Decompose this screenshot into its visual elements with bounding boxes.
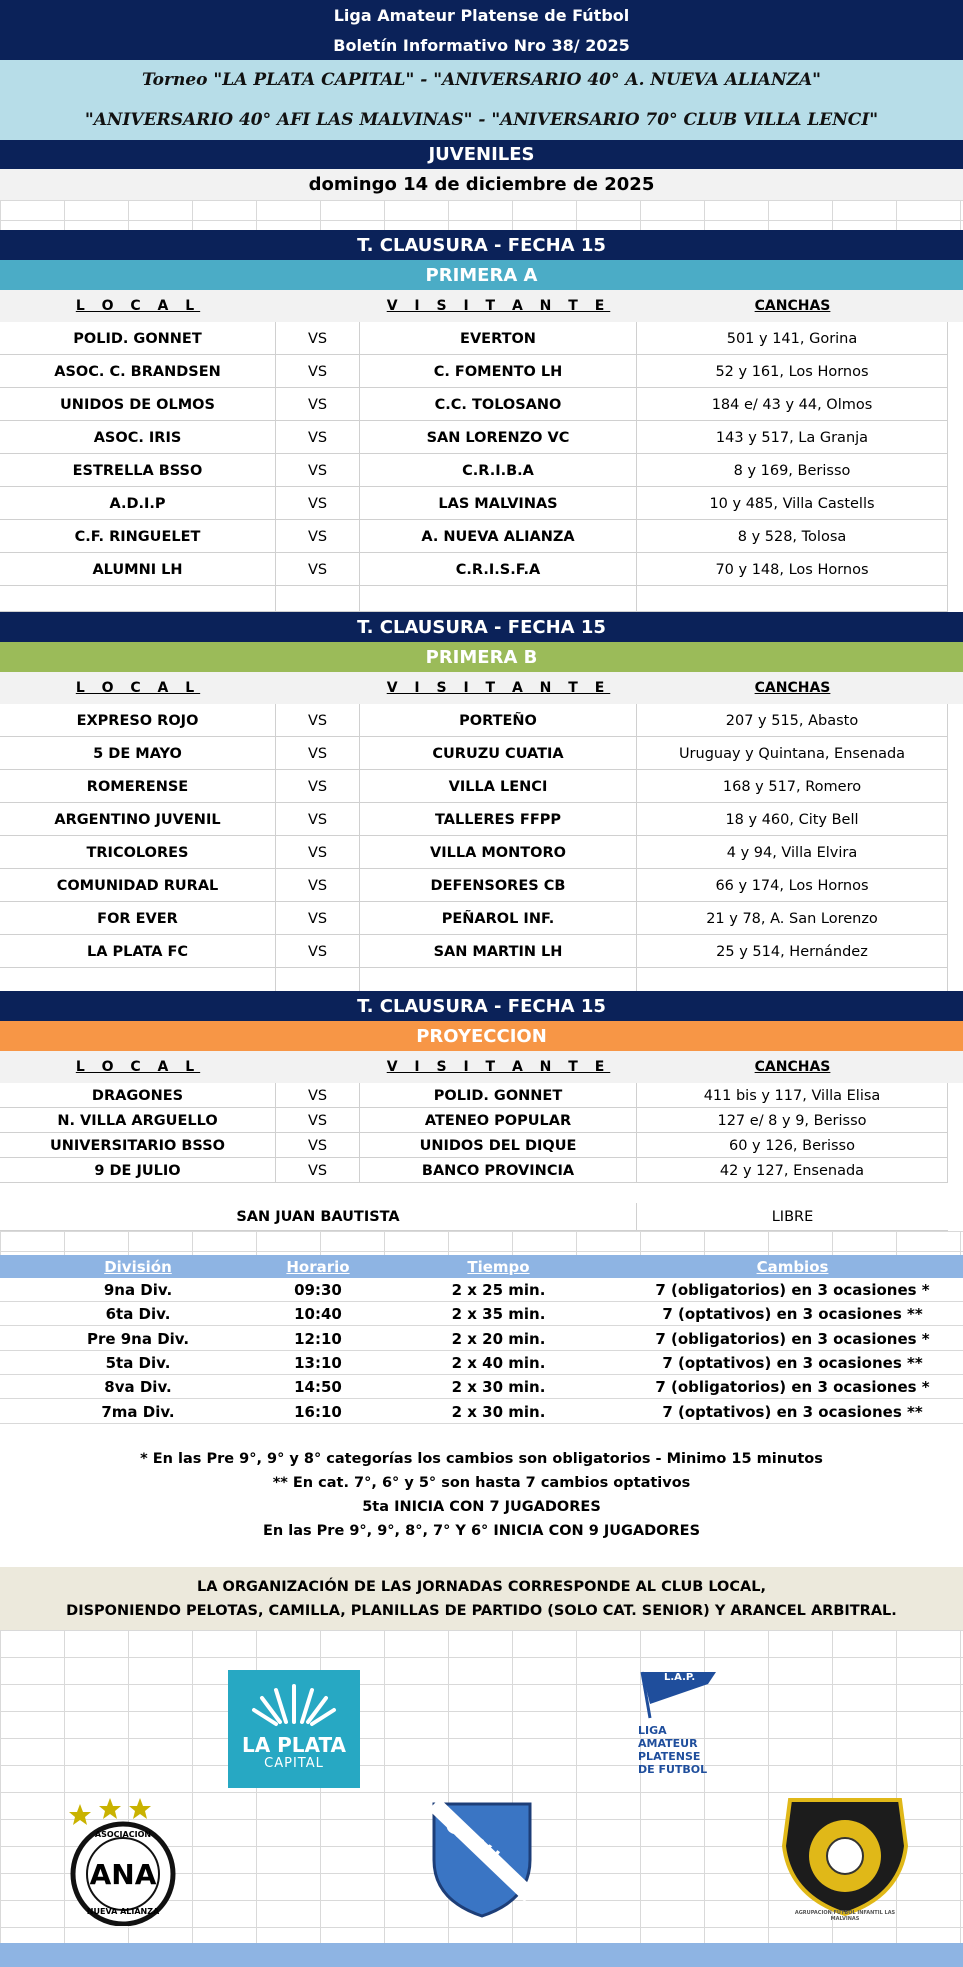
field-location: 143 y 517, La Granja	[637, 421, 948, 454]
division-title-primera-a: PRIMERA A	[0, 260, 963, 290]
col-canchas: CANCHAS	[754, 680, 831, 696]
lap-flag-text: L.A.P.	[664, 1672, 696, 1683]
field-location: 8 y 528, Tolosa	[637, 520, 948, 553]
schedule-changes: 7 (obligatorios) en 3 ocasiones *	[655, 1329, 930, 1348]
schedule-duration: 2 x 30 min.	[451, 1378, 546, 1397]
bye-row	[0, 1203, 948, 1231]
field-location: 4 y 94, Villa Elvira	[637, 836, 948, 869]
schedule-col-cambios: Cambios	[756, 1257, 829, 1276]
away-team: CURUZU CUATIA	[360, 737, 637, 770]
versus-label: VS	[276, 1133, 360, 1158]
schedule-duration: 2 x 40 min.	[451, 1353, 546, 1372]
empty-cell	[360, 586, 637, 612]
schedule-division: Pre 9na Div.	[86, 1329, 190, 1348]
home-team: ROMERENSE	[0, 770, 276, 803]
category-title: JUVENILES	[0, 140, 963, 169]
schedule-duration: 2 x 20 min.	[451, 1329, 546, 1348]
division-title-proyeccion: PROYECCION	[0, 1021, 963, 1051]
nueva-alianza-logo	[60, 1796, 186, 1926]
match-row	[0, 1133, 948, 1158]
lap-line: AMATEUR	[638, 1737, 698, 1750]
versus-label: VS	[276, 1108, 360, 1133]
schedule-time: 10:40	[294, 1305, 342, 1324]
field-location: 501 y 141, Gorina	[637, 322, 948, 355]
schedule-col-division: División	[104, 1257, 172, 1276]
match-row	[0, 355, 948, 388]
match-date: domingo 14 de diciembre de 2025	[0, 169, 963, 200]
schedule-division: 6ta Div.	[105, 1305, 171, 1324]
column-header-a	[0, 290, 963, 322]
schedule-header	[0, 1255, 963, 1278]
match-row	[0, 520, 948, 553]
tournament-banner	[0, 60, 963, 140]
schedule-changes: 7 (optativos) en 3 ocasiones **	[662, 1353, 923, 1372]
versus-label: VS	[276, 902, 360, 935]
ana-top-text: ASOCIACION	[94, 1830, 152, 1839]
versus-label: VS	[276, 803, 360, 836]
col-local: L O C A L	[75, 298, 201, 314]
home-team: C.F. RINGUELET	[0, 520, 276, 553]
schedule-division: 5ta Div.	[105, 1353, 171, 1372]
note-line: ** En cat. 7°, 6° y 5° son hasta 7 cambios optativos	[272, 1475, 691, 1491]
field-location: 8 y 169, Berisso	[637, 454, 948, 487]
las-malvinas-logo	[780, 1796, 910, 1922]
field-location: 184 e/ 43 y 44, Olmos	[637, 388, 948, 421]
schedule-time: 09:30	[294, 1281, 342, 1299]
home-team: LA PLATA FC	[0, 935, 276, 968]
match-row	[0, 836, 948, 869]
fecha-title-a: T. CLAUSURA - FECHA 15	[0, 230, 963, 260]
note-line: En las Pre 9°, 9°, 8°, 7° Y 6° INICIA CON 9 JUGADORES	[262, 1523, 701, 1539]
field-location: 52 y 161, Los Hornos	[637, 355, 948, 388]
field-location: 42 y 127, Ensenada	[637, 1158, 948, 1183]
home-team: UNIDOS DE OLMOS	[0, 388, 276, 421]
field-location: 25 y 514, Hernández	[637, 935, 948, 968]
empty-cell	[276, 586, 360, 612]
note-line: 5ta INICIA CON 7 JUGADORES	[362, 1499, 601, 1515]
versus-label: VS	[276, 737, 360, 770]
field-location: 21 y 78, A. San Lorenzo	[637, 902, 948, 935]
column-header-b	[0, 672, 963, 704]
column-header-proyeccion	[0, 1051, 963, 1083]
away-team: POLID. GONNET	[360, 1083, 637, 1108]
away-team: UNIDOS DEL DIQUE	[360, 1133, 637, 1158]
match-row	[0, 421, 948, 454]
field-location: 127 e/ 8 y 9, Berisso	[637, 1108, 948, 1133]
away-team: TALLERES FFPP	[360, 803, 637, 836]
schedule-changes: 7 (obligatorios) en 3 ocasiones *	[655, 1281, 930, 1299]
away-team: EVERTON	[360, 322, 637, 355]
lap-line: DE FUTBOL	[638, 1763, 708, 1776]
versus-label: VS	[276, 770, 360, 803]
away-team: PEÑAROL INF.	[360, 902, 637, 935]
field-location: 66 y 174, Los Hornos	[637, 869, 948, 902]
versus-label: VS	[276, 553, 360, 586]
field-location: 10 y 485, Villa Castells	[637, 487, 948, 520]
home-team: EXPRESO ROJO	[0, 704, 276, 737]
match-row	[0, 935, 948, 968]
versus-label: VS	[276, 355, 360, 388]
home-team: ARGENTINO JUVENIL	[0, 803, 276, 836]
schedule-division: 9na Div.	[103, 1281, 173, 1299]
schedule-row	[0, 1327, 963, 1351]
ana-bottom-text: NUEVA ALIANZA	[86, 1907, 160, 1916]
schedule-row	[0, 1278, 963, 1302]
field-location: Uruguay y Quintana, Ensenada	[637, 737, 948, 770]
field-location: 207 y 515, Abasto	[637, 704, 948, 737]
col-canchas: CANCHAS	[754, 298, 831, 314]
home-team: COMUNIDAD RURAL	[0, 869, 276, 902]
empty-row	[0, 586, 948, 612]
match-row	[0, 770, 948, 803]
versus-label: VS	[276, 1083, 360, 1108]
lap-line: PLATENSE	[638, 1750, 701, 1763]
home-team: 9 DE JULIO	[0, 1158, 276, 1183]
versus-label: VS	[276, 704, 360, 737]
bye-status: LIBRE	[771, 1209, 814, 1225]
away-team: PORTEÑO	[360, 704, 637, 737]
rules-notes	[0, 1447, 963, 1543]
empty-cell	[0, 586, 276, 612]
match-row	[0, 487, 948, 520]
match-row	[0, 322, 948, 355]
col-local: L O C A L	[75, 1059, 201, 1075]
away-team: SAN LORENZO VC	[360, 421, 637, 454]
versus-label: VS	[276, 520, 360, 553]
match-row	[0, 388, 948, 421]
away-team: C.C. TOLOSANO	[360, 388, 637, 421]
schedule-time: 16:10	[294, 1402, 342, 1421]
cfvl-logo	[430, 1800, 534, 1920]
col-visitante: V I S I T A N T E	[386, 680, 611, 696]
schedule-duration: 2 x 25 min.	[451, 1281, 546, 1299]
schedule-changes: 7 (obligatorios) en 3 ocasiones *	[655, 1378, 930, 1397]
col-visitante: V I S I T A N T E	[386, 1059, 611, 1075]
cfvl-text: C.F.V.L.	[440, 1814, 513, 1875]
malvinas-shield-icon	[780, 1796, 910, 1918]
versus-label: VS	[276, 322, 360, 355]
home-team: FOR EVER	[0, 902, 276, 935]
field-location: 70 y 148, Los Hornos	[637, 553, 948, 586]
sun-rays-icon	[228, 1670, 360, 1730]
la-plata-logo-line1: LA PLATA	[241, 1733, 347, 1757]
home-team: ALUMNI LH	[0, 553, 276, 586]
spacer-grid	[0, 1231, 963, 1255]
malvinas-text: AGRUPACION FUTBOL INFANTIL LAS MALVINAS	[794, 1910, 896, 1922]
note-line: * En las Pre 9°, 9° y 8° categorías los cambios son obligatorios - Minimo 15 minutos	[140, 1451, 823, 1467]
league-title: Liga Amateur Platense de Fútbol	[0, 0, 963, 30]
schedule-division: 7ma Div.	[101, 1402, 175, 1421]
home-team: UNIVERSITARIO BSSO	[0, 1133, 276, 1158]
schedule-row	[0, 1351, 963, 1375]
tournament-line-2: "ANIVERSARIO 40° AFI LAS MALVINAS" - "ANIVERSARIO 70° CLUB VILLA LENCI"	[84, 110, 879, 130]
col-visitante: V I S I T A N T E	[386, 298, 611, 314]
home-team: A.D.I.P	[0, 487, 276, 520]
away-team: ATENEO POPULAR	[360, 1108, 637, 1133]
field-location: 18 y 460, City Bell	[637, 803, 948, 836]
match-row	[0, 869, 948, 902]
match-row	[0, 553, 948, 586]
lap-line: LIGA	[638, 1724, 667, 1737]
la-plata-logo-line2: CAPITAL	[264, 1756, 324, 1771]
schedule-duration: 2 x 30 min.	[451, 1402, 546, 1421]
home-team: TRICOLORES	[0, 836, 276, 869]
away-team: VILLA MONTORO	[360, 836, 637, 869]
versus-label: VS	[276, 421, 360, 454]
match-row	[0, 454, 948, 487]
match-row	[0, 902, 948, 935]
schedule-division: 8va Div.	[104, 1378, 172, 1397]
versus-label: VS	[276, 836, 360, 869]
home-team: N. VILLA ARGUELLO	[0, 1108, 276, 1133]
ana-center-text: ANA	[89, 1858, 157, 1891]
schedule-row	[0, 1400, 963, 1424]
match-row	[0, 1083, 948, 1108]
versus-label: VS	[276, 454, 360, 487]
schedule-col-horario: Horario	[286, 1257, 350, 1276]
field-location: 168 y 517, Romero	[637, 770, 948, 803]
versus-label: VS	[276, 869, 360, 902]
versus-label: VS	[276, 935, 360, 968]
home-team: ASOC. C. BRANDSEN	[0, 355, 276, 388]
empty-cell	[637, 586, 948, 612]
la-plata-capital-logo	[228, 1670, 360, 1788]
organization-notice	[0, 1567, 963, 1630]
fecha-title-b: T. CLAUSURA - FECHA 15	[0, 612, 963, 642]
fecha-title-proyeccion: T. CLAUSURA - FECHA 15	[0, 991, 963, 1021]
away-team: C. FOMENTO LH	[360, 355, 637, 388]
match-row	[0, 737, 948, 770]
bye-team: SAN JUAN BAUTISTA	[0, 1203, 637, 1231]
schedule-row	[0, 1302, 963, 1326]
away-team: BANCO PROVINCIA	[360, 1158, 637, 1183]
versus-label: VS	[276, 388, 360, 421]
organization-line: DISPONIENDO PELOTAS, CAMILLA, PLANILLAS DE PARTIDO (SOLO CAT. SENIOR) Y ARANCEL ARBITRAL.	[66, 1602, 897, 1619]
match-row	[0, 1108, 948, 1133]
home-team: DRAGONES	[0, 1083, 276, 1108]
home-team: POLID. GONNET	[0, 322, 276, 355]
schedule-time: 13:10	[294, 1353, 342, 1372]
versus-label: VS	[276, 487, 360, 520]
schedule-col-tiempo: Tiempo	[467, 1257, 530, 1276]
schedule-time: 14:50	[294, 1378, 342, 1397]
away-team: A. NUEVA ALIANZA	[360, 520, 637, 553]
lap-logo	[636, 1668, 726, 1798]
col-local: L O C A L	[75, 680, 201, 696]
spacer-grid	[0, 200, 963, 230]
away-team: VILLA LENCI	[360, 770, 637, 803]
away-team: DEFENSORES CB	[360, 869, 637, 902]
home-team: ASOC. IRIS	[0, 421, 276, 454]
schedule-time: 12:10	[294, 1329, 342, 1348]
match-row	[0, 704, 948, 737]
field-location: 411 bis y 117, Villa Elisa	[637, 1083, 948, 1108]
col-canchas: CANCHAS	[754, 1059, 831, 1075]
division-title-primera-b: PRIMERA B	[0, 642, 963, 672]
away-team: C.R.I.B.A	[360, 454, 637, 487]
tournament-line-1: Torneo "LA PLATA CAPITAL" - "ANIVERSARIO 40° A. NUEVA ALIANZA"	[141, 70, 821, 90]
organization-line: LA ORGANIZACIÓN DE LAS JORNADAS CORRESPONDE AL CLUB LOCAL,	[196, 1578, 766, 1595]
match-row	[0, 803, 948, 836]
home-team: 5 DE MAYO	[0, 737, 276, 770]
schedule-duration: 2 x 35 min.	[451, 1305, 546, 1324]
versus-label: VS	[276, 1158, 360, 1183]
away-team: C.R.I.S.F.A	[360, 553, 637, 586]
match-row	[0, 1158, 948, 1183]
schedule-changes: 7 (optativos) en 3 ocasiones **	[662, 1305, 923, 1324]
away-team: SAN MARTIN LH	[360, 935, 637, 968]
schedule-changes: 7 (optativos) en 3 ocasiones **	[662, 1402, 923, 1421]
schedule-row	[0, 1375, 963, 1399]
away-team: LAS MALVINAS	[360, 487, 637, 520]
footer-bar	[0, 1943, 963, 1967]
field-location: 60 y 126, Berisso	[637, 1133, 948, 1158]
home-team: ESTRELLA BSSO	[0, 454, 276, 487]
bulletin-number: Boletín Informativo Nro 38/ 2025	[0, 30, 963, 60]
